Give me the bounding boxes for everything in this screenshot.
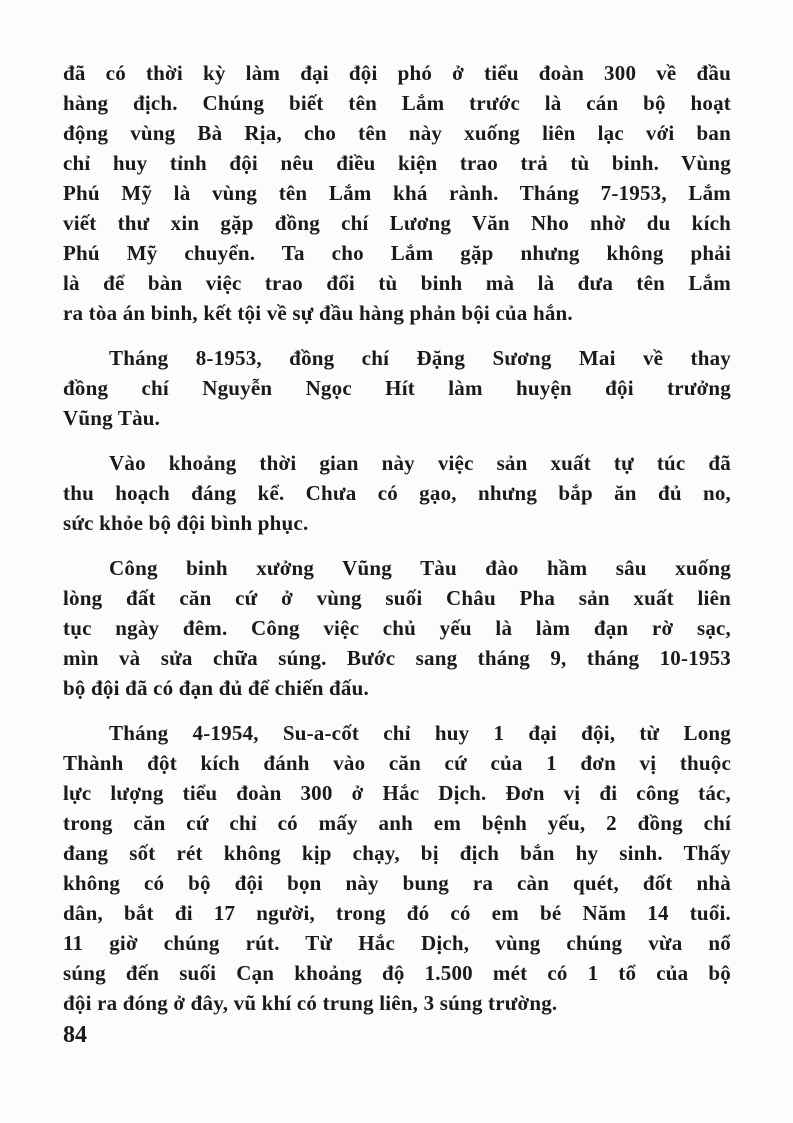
text-line: đội ra đóng ở đây, vũ khí có trung liên, 3 súng trường. — [63, 991, 558, 1015]
text-line: không có bộ đội bọn này bung ra càn quét, đốt nhà — [63, 871, 731, 895]
text-line: lòng đất căn cứ ở vùng suối Châu Pha sản xuất liên — [63, 586, 731, 610]
page-number: 84 — [63, 1022, 87, 1048]
paragraph — [63, 553, 731, 703]
text-line: đang sốt rét không kịp chạy, bị địch bắn hy sinh. Thấy — [63, 841, 731, 865]
text-line: Phú Mỹ chuyển. Ta cho Lắm gặp nhưng không phải — [63, 241, 731, 265]
text-line: súng đến suối Cạn khoảng độ 1.500 mét có 1 tổ của bộ — [63, 961, 731, 985]
paragraph — [63, 718, 731, 1018]
text-line: thu hoạch đáng kể. Chưa có gạo, nhưng bắp ăn đủ no, — [63, 481, 731, 505]
text-line: trong căn cứ chỉ có mấy anh em bệnh yếu, 2 đồng chí — [63, 811, 731, 835]
text-line: lực lượng tiểu đoàn 300 ở Hắc Dịch. Đơn vị đi công tác, — [63, 781, 731, 805]
text-line: Công binh xưởng Vũng Tàu đào hầm sâu xuống — [109, 556, 731, 580]
text-line: ra tòa án binh, kết tội về sự đầu hàng phản bội của hắn. — [63, 301, 573, 325]
text-line: tục ngày đêm. Công việc chủ yếu là làm đạn rờ sạc, — [63, 616, 731, 640]
text-line: Tháng 4-1954, Su-a-cốt chỉ huy 1 đại đội, từ Long — [109, 721, 731, 745]
text-line: 11 giờ chúng rút. Từ Hắc Dịch, vùng chúng vừa nổ — [63, 931, 731, 955]
text-line: Phú Mỹ là vùng tên Lắm khá rành. Tháng 7-1953, Lắm — [63, 181, 731, 205]
text-line: đã có thời kỳ làm đại đội phó ở tiểu đoàn 300 về đầu — [63, 61, 731, 85]
text-line: Vào khoảng thời gian này việc sản xuất tự túc đã — [109, 451, 731, 475]
paragraph — [63, 58, 731, 328]
text-block — [63, 58, 731, 1033]
text-line: chỉ huy tỉnh đội nêu điều kiện trao trả tù binh. Vùng — [63, 151, 731, 175]
text-line: viết thư xin gặp đồng chí Lương Văn Nho nhờ du kích — [63, 211, 731, 235]
text-line: mìn và sửa chữa súng. Bước sang tháng 9, tháng 10-1953 — [63, 646, 731, 670]
text-line: dân, bắt đi 17 người, trong đó có em bé Năm 14 tuổi. — [63, 901, 731, 925]
paragraph — [63, 448, 731, 538]
text-line: Tháng 8-1953, đồng chí Đặng Sương Mai về thay — [109, 346, 731, 370]
text-line: sức khỏe bộ đội bình phục. — [63, 511, 309, 535]
text-line: đồng chí Nguyễn Ngọc Hít làm huyện đội trưởng — [63, 376, 731, 400]
text-line: hàng địch. Chúng biết tên Lắm trước là cán bộ hoạt — [63, 91, 731, 115]
text-line: động vùng Bà Rịa, cho tên này xuống liên lạc với ban — [63, 121, 731, 145]
text-line: Vũng Tàu. — [63, 406, 161, 430]
text-line: bộ đội đã có đạn đủ để chiến đấu. — [63, 676, 369, 700]
text-line: Thành đột kích đánh vào căn cứ của 1 đơn vị thuộc — [63, 751, 731, 775]
paragraph — [63, 343, 731, 433]
text-line: là để bàn việc trao đổi tù binh mà là đưa tên Lắm — [63, 271, 731, 295]
